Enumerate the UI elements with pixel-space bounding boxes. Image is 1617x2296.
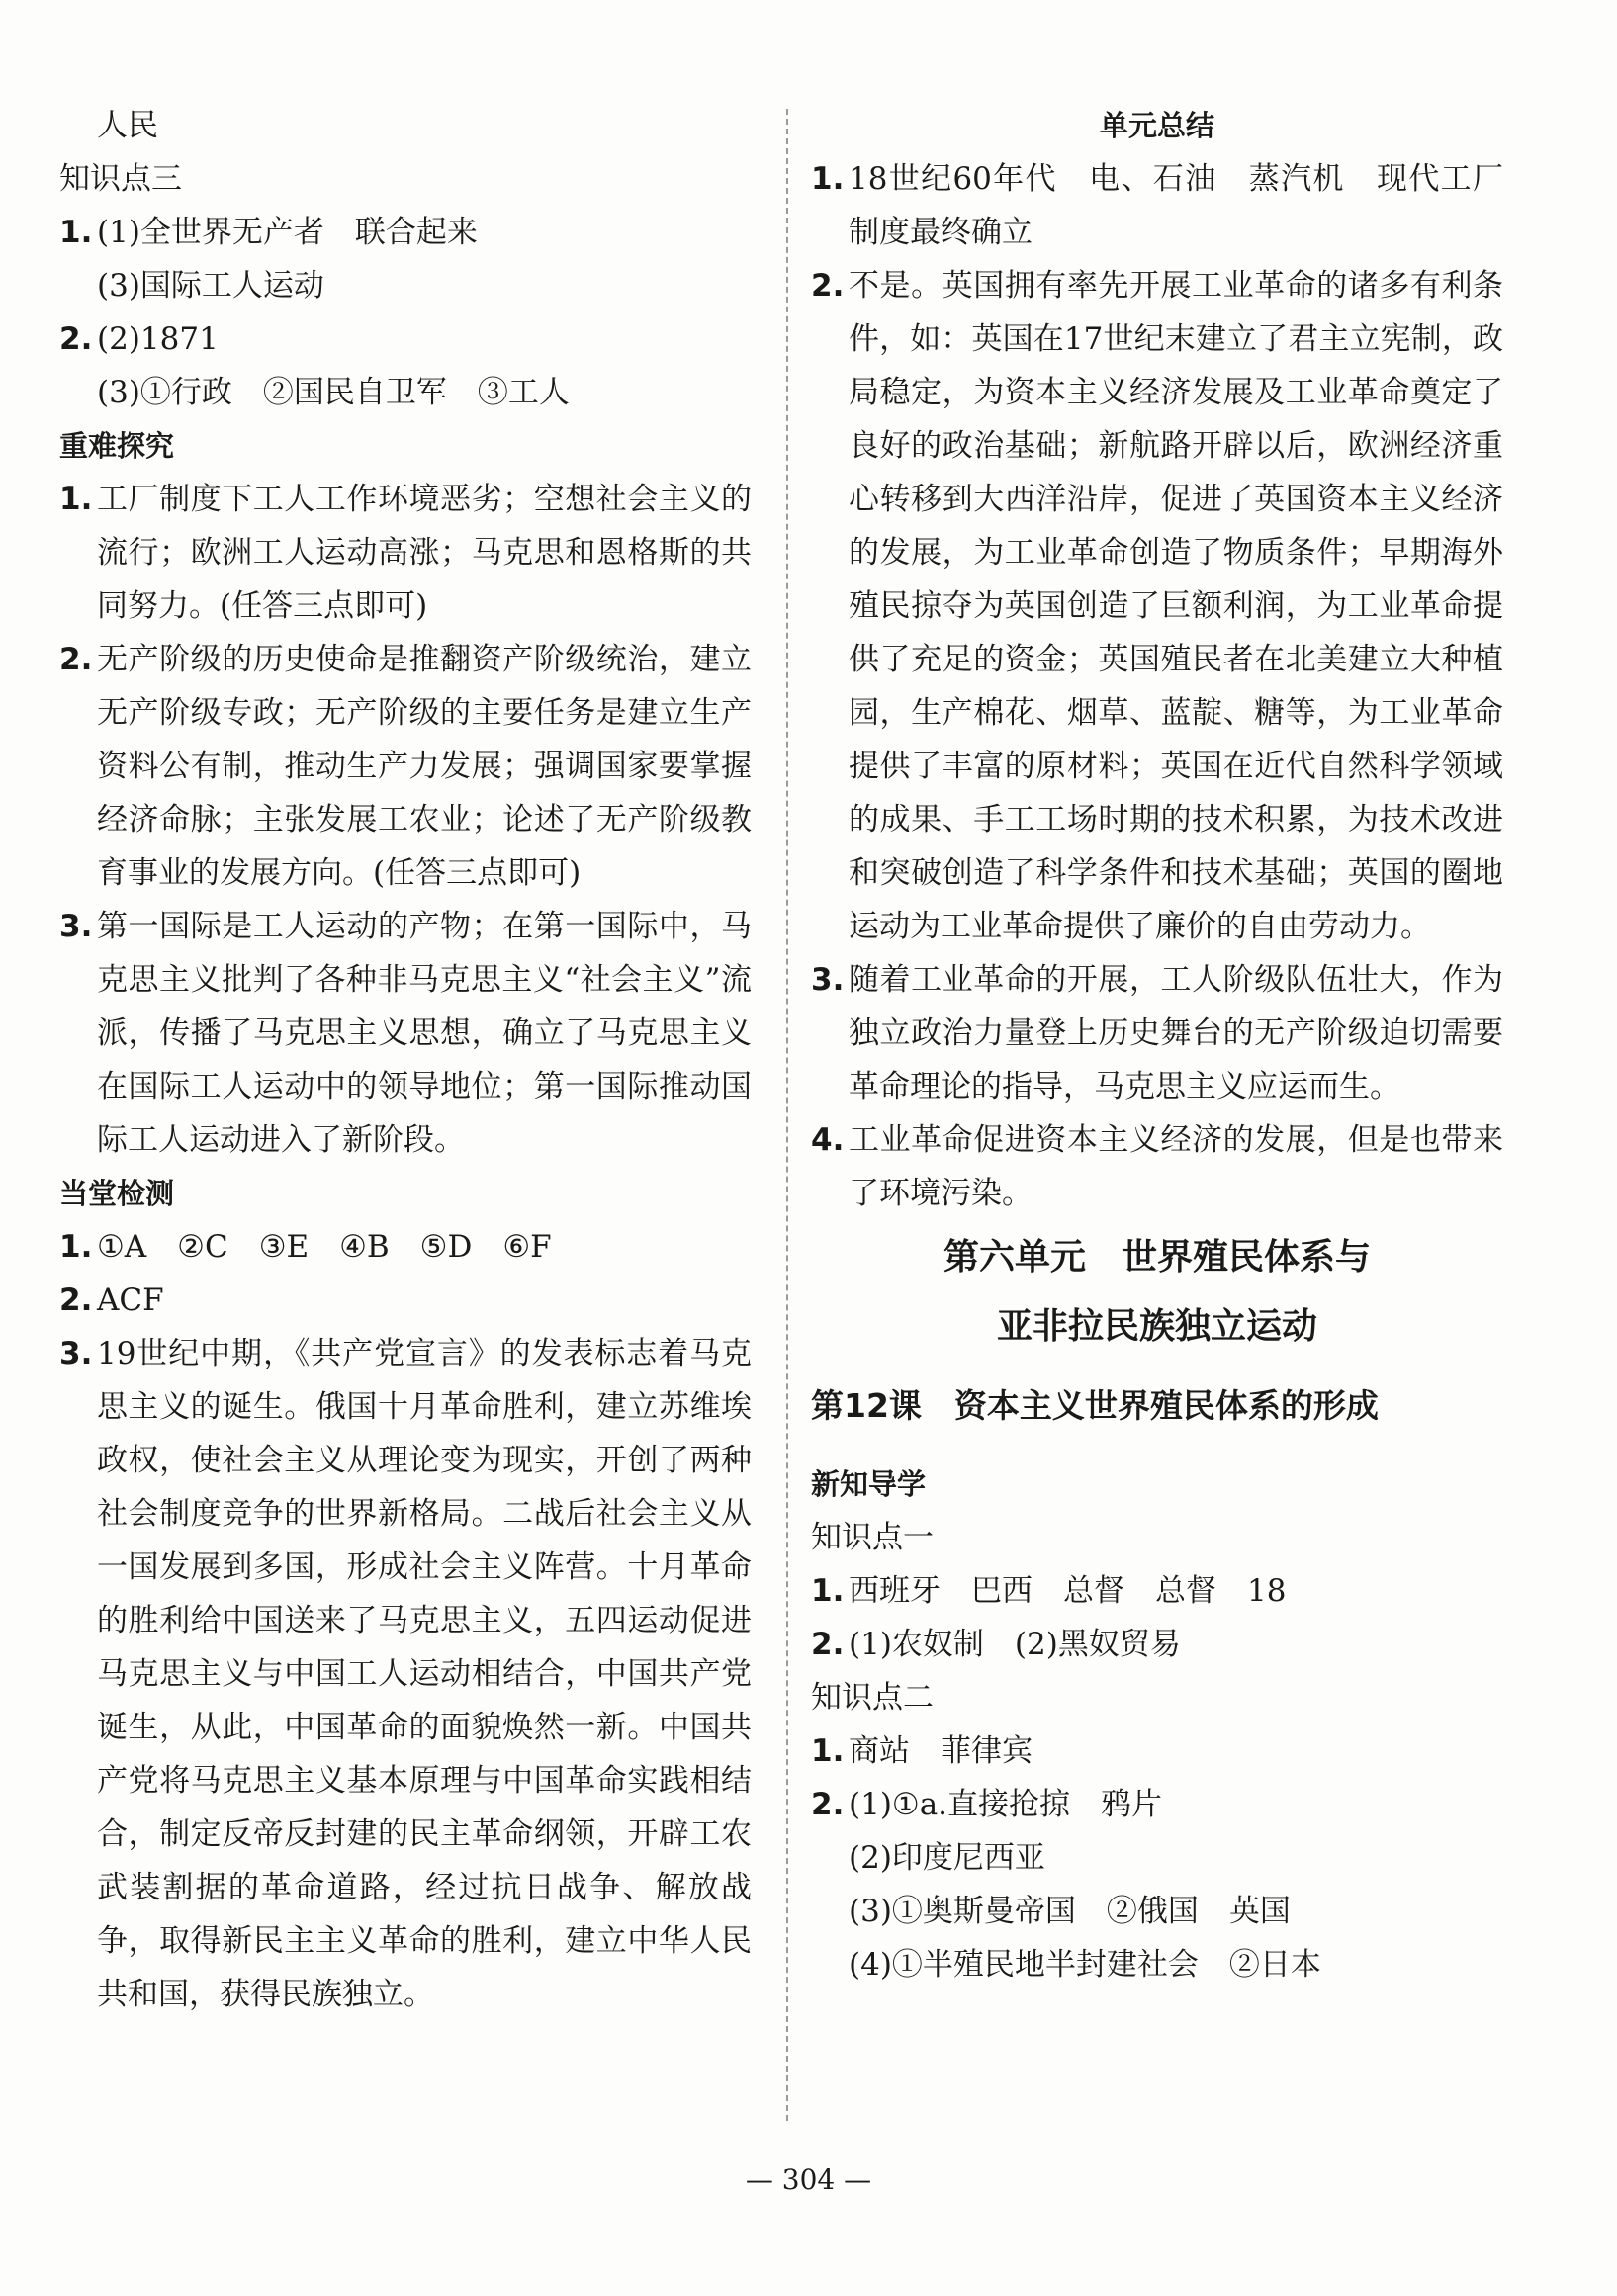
item-number: 2. [811, 1787, 845, 1822]
kp3-item-1-sub: (3)国际工人运动 [97, 268, 324, 304]
item-text: ①A ②C ③E ④B ⑤D ⑥F [97, 1229, 552, 1265]
summary-item-1 [811, 152, 1503, 259]
column-divider [786, 109, 788, 2121]
item-text: 第一国际是工人运动的产物；在第一国际中，马克思主义批判了各种非马克思主义“社会主义”流派，传播了马克思主义思想，确立了马克思主义在国际工人运动中的领导地位；第一国际推动国际工人运动进入了新阶段。 [97, 909, 752, 1158]
kp2-item-2-sub-2: (2)印度尼西亚 [849, 1840, 1045, 1876]
item-number: 3. [811, 962, 845, 998]
item-number: 2. [59, 321, 93, 357]
kp1-item-2 [811, 1618, 1503, 1671]
item-number: 2. [811, 1627, 845, 1662]
item-number: 1. [59, 1229, 93, 1265]
item-text: 不是。英国拥有率先开展工业革命的诸多有利条件，如：英国在17世纪末建立了君主立宪制，政局稳定，为资本主义经济发展及工业革命奠定了良好的政治基础；新航路开辟以后，欧洲经济重心转移到大西洋沿岸，促进了英国资本主义经济的发展，为工业革命创造了物质条件；早期海外殖民掠夺为英国创造了巨额利润，为工业革命提供了充足的资金；英国殖民者在北美建立大种植园，生产棉花、烟草、蓝靛、糖等，为工业革命提供了丰富的原材料；英国在近代自然科学领域的成果、手工工场时期的技术积累，为技术改进和突破创造了科学条件和技术基础；英国的圈地运动为工业革命提供了廉价的自由劳动力。 [849, 268, 1503, 944]
kp2-item-2-sub-4: (4)①半殖民地半封建社会 ②日本 [849, 1947, 1321, 1983]
key-item-3 [59, 900, 752, 1167]
kp3-item-1 [59, 206, 752, 259]
item-number: 1. [59, 482, 93, 517]
check-item-2 [59, 1274, 752, 1327]
key-item-2 [59, 633, 752, 900]
right-column [811, 99, 1503, 1991]
item-number: 4. [811, 1122, 845, 1158]
item-number: 3. [59, 909, 93, 944]
summary-item-3 [811, 953, 1503, 1113]
left-column [59, 99, 752, 2021]
summary-item-4 [811, 1113, 1503, 1220]
check-item-3 [59, 1327, 752, 2021]
section-title-new-knowledge: 新知导学 [811, 1467, 927, 1501]
kp2-item-1 [811, 1724, 1503, 1778]
knowledge-point-3-title: 知识点三 [59, 161, 182, 197]
item-number: 3. [59, 1336, 93, 1371]
lesson-title: 第12课 资本主义世界殖民体系的形成 [811, 1386, 1379, 1425]
unit-title-line-1: 第六单元 世界殖民体系与 [943, 1237, 1371, 1278]
item-number: 1. [59, 215, 93, 250]
kp2-item-2 [811, 1778, 1503, 1831]
item-text: 18世纪60年代 电、石油 蒸汽机 现代工厂制度最终确立 [849, 161, 1503, 250]
continuation-line: 人民 [97, 108, 158, 143]
item-number: 2. [59, 642, 93, 677]
item-number: 2. [59, 1282, 93, 1318]
kp2-item-2-sub-3: (3)①奥斯曼帝国 ②俄国 英国 [849, 1894, 1291, 1929]
page-number: — 304 — [745, 2164, 872, 2196]
item-number: 1. [811, 1733, 845, 1769]
key-item-1 [59, 473, 752, 633]
item-text: ACF [97, 1282, 164, 1318]
section-title-key-points: 重难探究 [59, 429, 175, 463]
knowledge-point-2-title: 知识点二 [811, 1680, 934, 1716]
item-text: 西班牙 巴西 总督 总督 18 [849, 1573, 1287, 1609]
knowledge-point-1-title: 知识点一 [811, 1520, 934, 1555]
check-item-1 [59, 1220, 752, 1274]
item-text: 19世纪中期，《共产党宣言》的发表标志着马克思主义的诞生。俄国十月革命胜利，建立苏维埃政权，使社会主义从理论变为现实，开创了两种社会制度竞争的世界新格局。二战后社会主义从一国发展到多国，形成社会主义阵营。十月革命的胜利给中国送来了马克思主义，五四运动促进马克思主义与中国工人运动相结合，中国共产党诞生，从此，中国革命的面貌焕然一新。中国共产党将马克思主义基本原理与中国革命实践相结合，制定反帝反封建的民主革命纲领，开辟工农武装割据的革命道路，经过抗日战争、解放战争，取得新民主主义革命的胜利，建立中华人民共和国，获得民族独立。 [97, 1336, 752, 2012]
item-text: (1)全世界无产者 联合起来 [97, 215, 478, 250]
section-title-class-check: 当堂检测 [59, 1177, 175, 1210]
item-text: 无产阶级的历史使命是推翻资产阶级统治，建立无产阶级专政；无产阶级的主要任务是建立生产资料公有制，推动生产力发展；强调国家要掌握经济命脉；主张发展工农业；论述了无产阶级教育事业的发展方向。(任答三点即可) [97, 642, 752, 891]
kp1-item-1 [811, 1564, 1503, 1618]
kp3-item-2 [59, 312, 752, 366]
item-number: 1. [811, 161, 845, 197]
item-text: (1)农奴制 (2)黑奴贸易 [849, 1627, 1181, 1662]
item-text: 商站 菲律宾 [849, 1733, 1033, 1769]
item-text: (1)①a.直接抢掠 鸦片 [849, 1787, 1163, 1822]
item-text: 工业革命促进资本主义经济的发展，但是也带来了环境污染。 [849, 1122, 1503, 1211]
item-number: 2. [811, 268, 845, 304]
summary-item-2 [811, 259, 1503, 953]
kp3-item-2-sub: (3)①行政 ②国民自卫军 ③工人 [97, 375, 570, 410]
item-text: 随着工业革命的开展，工人阶级队伍壮大，作为独立政治力量登上历史舞台的无产阶级迫切需要革命理论的指导，马克思主义应运而生。 [849, 962, 1503, 1104]
item-number: 1. [811, 1573, 845, 1609]
unit-title-line-2: 亚非拉民族独立运动 [996, 1306, 1317, 1347]
item-text: (2)1871 [97, 321, 219, 357]
section-title-unit-summary: 单元总结 [1099, 109, 1214, 142]
item-text: 工厂制度下工人工作环境恶劣；空想社会主义的流行；欧洲工人运动高涨；马克思和恩格斯的共同努力。(任答三点即可) [97, 482, 752, 624]
